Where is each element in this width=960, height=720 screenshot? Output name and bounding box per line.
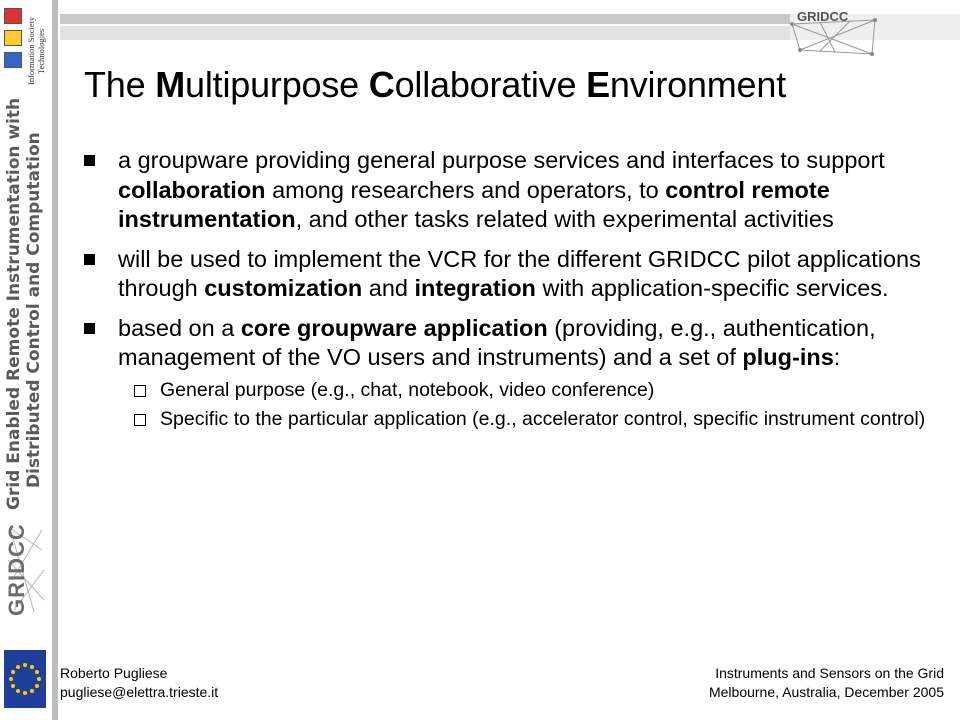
footer-event (709, 664, 944, 702)
bullet-text: , and other tasks related with experimental activities (295, 206, 834, 232)
ist-logo-icon (4, 8, 22, 88)
bullet-emphasis: plug-ins (742, 344, 834, 370)
event-place-date: Melbourne, Australia, December 2005 (708, 684, 944, 700)
title-part: ultipurpose (185, 64, 369, 105)
bullet-emphasis: control remote instrumentation (118, 176, 830, 232)
bullet-core-application (84, 314, 944, 431)
slide-title (84, 64, 786, 106)
bullet-text: with application-specific services. (535, 275, 889, 301)
title-part: nvironment (609, 64, 786, 105)
hollow-square-bullet-icon (134, 385, 146, 397)
project-full-name (4, 97, 48, 510)
bullet-text: and (362, 275, 415, 301)
bullet-emphasis: integration (414, 275, 536, 301)
bullet-text: (providing, e.g., authentication, management of the VO users and instruments) and a set of (118, 314, 876, 370)
banner-divider (52, 0, 58, 720)
square-bullet-icon (84, 254, 95, 265)
bullet-groupware (84, 146, 944, 235)
bullet-vcr (84, 245, 944, 304)
sub-bullet-text: General purpose (e.g., chat, notebook, video conference) (160, 378, 655, 401)
project-name-line-1: Grid Enabled Remote Instrumentation with (4, 97, 24, 510)
banner-gridcc-logo: GRIDCC (4, 523, 29, 617)
slide-body (84, 146, 944, 441)
sub-bullet-specific (84, 408, 944, 431)
square-bullet-icon (84, 155, 95, 166)
author-email: pugliese@elettra.trieste.it (60, 684, 219, 700)
title-initial-c: C (368, 64, 395, 105)
bullet-emphasis: customization (204, 275, 363, 301)
bullet-emphasis: collaboration (118, 176, 266, 203)
gridcc-logo-text: GRIDCC (797, 9, 849, 24)
title-initial-m: M (155, 64, 186, 105)
bullet-emphasis: core groupware application (240, 314, 548, 341)
square-bullet-icon (84, 323, 95, 334)
program-name: Information Society Technologies (26, 16, 46, 86)
header-bar-dark (60, 14, 790, 24)
sub-bullet-general (84, 379, 944, 402)
bullet-text: a groupware providing general purpose services and interfaces to support (118, 147, 885, 173)
title-part: The (84, 64, 156, 105)
sub-bullet-text: Specific to the particular application (e.g., accelerator control, specific instrument control) (160, 407, 926, 430)
eu-flag-icon (4, 650, 46, 708)
footer-author (60, 664, 218, 702)
title-initial-e: E (586, 64, 610, 105)
bullet-text: among researchers and operators, to (265, 176, 666, 203)
left-banner (0, 0, 52, 720)
bullet-text: will be used to implement the VCR for the different GRIDCC pilot applications through (118, 245, 921, 301)
header-bar-light (60, 26, 790, 40)
author-name: Roberto Pugliese (60, 665, 168, 681)
project-name-line-2: Distributed Control and Computation (24, 132, 44, 488)
hollow-square-bullet-icon (134, 414, 146, 426)
bullet-text: : (833, 344, 841, 370)
event-name: Instruments and Sensors on the Grid (715, 665, 944, 681)
title-part: ollaborative (394, 64, 587, 105)
bullet-text: based on a (118, 314, 241, 341)
